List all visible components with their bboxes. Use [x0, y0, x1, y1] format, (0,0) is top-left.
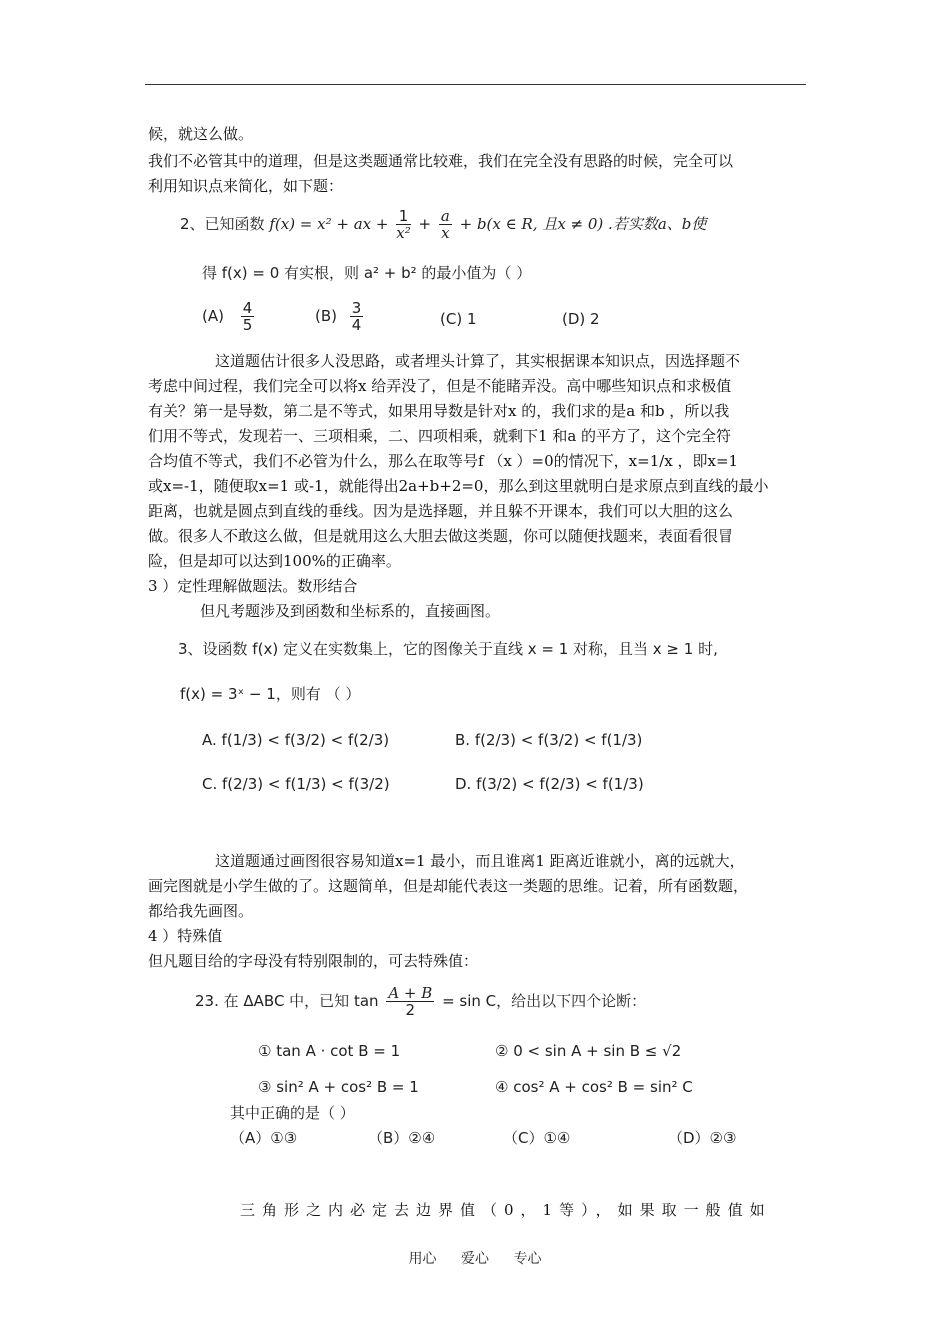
q3-option-a: A. f(1/3) < f(3/2) < f(2/3) [202, 731, 390, 749]
paragraph-line: 都给我先画图。 [148, 902, 254, 920]
q23-statement-3: ③ sin² A + cos² B = 1 [258, 1078, 419, 1096]
section-heading: 4 ）特殊值 [148, 927, 223, 945]
q2-option-b: (B) $\frac{3}{4}$ [315, 299, 362, 334]
fraction: $\frac{a}{x}$ [440, 207, 450, 242]
page-footer: 用心 爱心 专心 [408, 1251, 542, 1267]
q23-statement-4: ④ cos² A + cos² B = sin² C [495, 1078, 693, 1096]
q23-option-d: （D）②③ [668, 1129, 737, 1147]
paragraph-line: 画完图就是小学生做的了。这题简单，但是却能代表这一类题的思维。记着，所有函数题， [148, 877, 749, 895]
paragraph-line: 利用知识点来简化，如下题： [148, 177, 344, 195]
fraction: $\frac{A + B}{2}$ [388, 984, 433, 1019]
paragraph-line: 但凡题目给的字母没有特别限制的，可去特殊值： [148, 952, 479, 970]
q23-line1: 23. 在 ΔABC 中，已知 tan $\frac{A + B}{2}$ = sin C，给出以下四个论断： [195, 984, 647, 1019]
paragraph-line: 三角形之内必定去边界值（0，1等），如果取一般值如 [240, 1201, 772, 1219]
paragraph-line: 距离，也就是圆点到直线的垂线。因为是选择题，并且躲不开课本，我们可以大胆的这么 [148, 502, 734, 520]
paragraph-line: 我们不必管其中的道理，但是这类题通常比较难，我们在完全没有思路的时候，完全可以 [148, 152, 734, 170]
q3-option-b: B. f(2/3) < f(3/2) < f(1/3) [455, 731, 643, 749]
paragraph-line: 但凡考题涉及到函数和坐标系的，直接画图。 [200, 602, 501, 620]
q23-statement-1: ① tan A · cot B = 1 [258, 1042, 401, 1060]
q23-option-c: （C）①④ [503, 1129, 571, 1147]
paragraph-line: 做。很多人不敢这么做，但是就用这么大胆去做这类题，你可以随便找题来，表面看很冒 [148, 527, 734, 545]
fraction: $\frac{1}{\text{x²}}$ [396, 207, 411, 242]
paragraph-line: 考虑中间过程，我们完全可以将x 给弄没了，但是不能睹弄没。高中哪些知识点和求极值 [148, 377, 732, 395]
paragraph-line: 或x=-1，随便取x=1 或-1，就能得出2a+b+2=0，那么到这里就明白是求原点到直线的最小 [148, 477, 769, 495]
q23-option-a: （A）①③ [230, 1129, 298, 1147]
header-rule [145, 84, 806, 85]
paragraph-line: 合均值不等式，我们不必管为什么，那么在取等号f （x ）=0的情况下，x=1/x ，即x=1 [148, 452, 739, 470]
q3-line1: 3、设函数 f(x) 定义在实数集上，它的图像关于直线 x = 1 对称，且当 x ≥ 1 时, [178, 640, 718, 658]
q3-option-c: C. f(2/3) < f(1/3) < f(3/2) [202, 775, 390, 793]
q2-option-d: (D) 2 [562, 310, 600, 328]
q2-line1: 2、已知函数 f(x) = x² + ax + $\frac{1}{\text{x²}}$ + $\frac{a}{x}$ + b(x ∈ R, 且x ≠ 0) .若实数a、b使 [180, 207, 707, 242]
q23-ask: 其中正确的是（ ） [230, 1104, 355, 1122]
paragraph-line: 候，就这么做。 [148, 125, 254, 143]
paragraph-line: 险，但是却可以达到100%的正确率。 [148, 552, 401, 570]
q3-line2: f(x) = 3ˣ − 1，则有 （ ） [180, 685, 361, 703]
q23-option-b: （B）②④ [368, 1129, 436, 1147]
paragraph-line: 这道题通过画图很容易知道x=1 最小，而且谁离1 距离近谁就小，离的远就大， [215, 852, 745, 870]
section-heading: 3 ）定性理解做题法。数形结合 [148, 577, 358, 595]
paragraph-line: 这道题估计很多人没思路，或者埋头计算了，其实根据课本知识点，因选择题不 [215, 352, 741, 370]
q3-option-d: D. f(3/2) < f(2/3) < f(1/3) [455, 775, 644, 793]
q23-statement-2: ② 0 < sin A + sin B ≤ √2 [495, 1042, 682, 1060]
q2-line2: 得 f(x) = 0 有实根，则 a² + b² 的最小值为（ ） [202, 264, 532, 282]
q2-option-a: (A) $\frac{4}{5}$ [202, 299, 253, 334]
paragraph-line: 们用不等式，发现若一、三项相乘，二、四项相乘，就剩下1 和a 的平方了，这个完全符 [148, 427, 732, 445]
paragraph-line: 有关？第一是导数，第二是不等式，如果用导数是针对x 的，我们求的是a 和b ，所以我 [148, 402, 730, 420]
q2-option-c: (C) 1 [440, 310, 477, 328]
